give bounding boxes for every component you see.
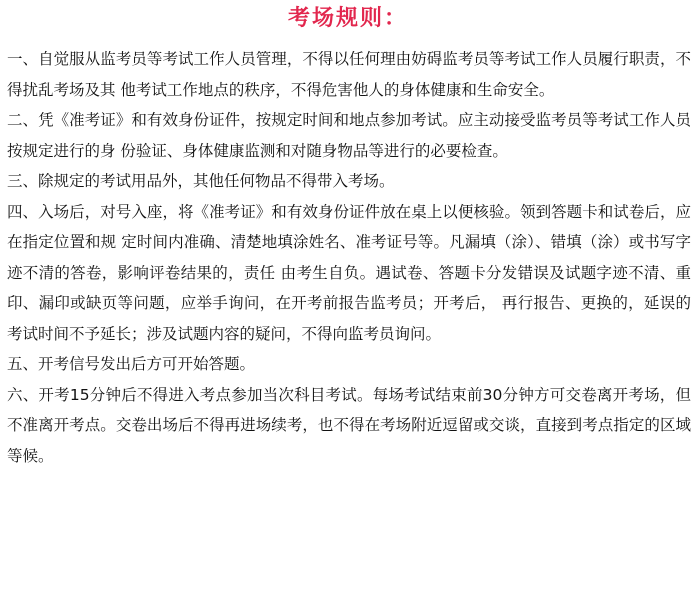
rule-1: 一、自觉服从监考员等考试工作人员管理，不得以任何理由妨碍监考员等考试工作人员履行职责，不得扰乱考场及其 他考试工作地点的秩序，不得危害他人的身体健康和生命安全。 bbox=[7, 50, 691, 99]
rule-2: 二、凭《准考证》和有效身份证件，按规定时间和地点参加考试。应主动接受监考员等考试工作人员按规定进行的身 份验证、身体健康监测和对随身物品等进行的必要检查。 bbox=[7, 111, 691, 160]
rule-5: 五、开考信号发出后方可开始答题。 bbox=[7, 355, 256, 373]
rule-6: 六、开考15分钟后不得进入考点参加当次科目考试。每场考试结束前30分钟方可交卷离开考场，但不准离开考点。交卷出场后不得再进场续考，也不得在考场附近逗留或交谈，直接到考点指定的区域等候。 bbox=[7, 385, 691, 465]
rule-4: 四、入场后，对号入座，将《准考证》和有效身份证件放在桌上以便核验。领到答题卡和试卷后，应在指定位置和规 定时间内准确、清楚地填涂姓名、准考证号等。凡漏填（涂）、错填（涂）或书写字迹不清的答卷，影响评卷结果的，责任 由考生自负。遇试卷、答题卡分发错误及试题字迹不清、重印、漏印或缺页等问题，应举手询问，在开考前报告监考员；开考后， 再行报告、更换的，延误的考试时间不予延长；涉及试题内容的疑问，不得向监考员询问。 bbox=[7, 202, 691, 343]
page-title: 考场规则： bbox=[287, 6, 408, 31]
rule-3: 三、除规定的考试用品外，其他任何物品不得带入考场。 bbox=[7, 172, 395, 190]
rules-list bbox=[7, 44, 691, 471]
